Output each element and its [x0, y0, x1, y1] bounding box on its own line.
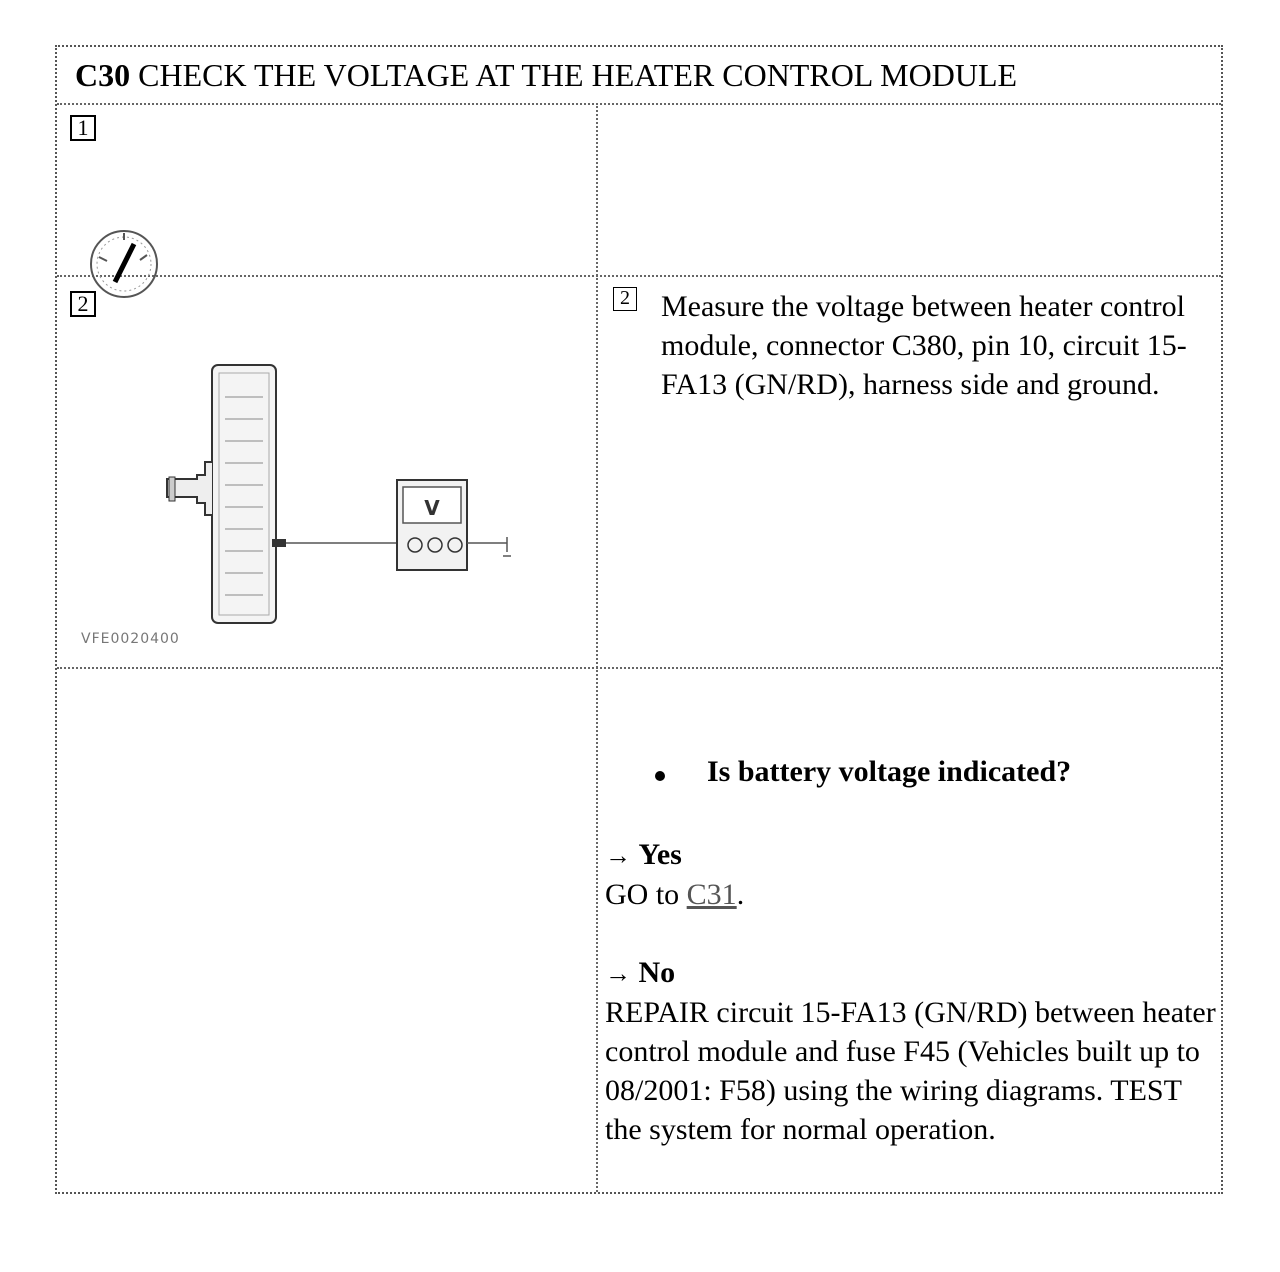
answer-no: [605, 953, 1220, 1149]
c31-link[interactable]: C31: [686, 878, 737, 911]
step-1-number: 1: [70, 115, 96, 141]
answer-yes-label: Yes: [638, 838, 682, 871]
step-code: C30: [75, 57, 131, 93]
answer-no-label: No: [638, 956, 676, 989]
title-row: [57, 47, 1221, 105]
step-1-row: [57, 103, 1221, 277]
instruction-step-number: 2: [613, 287, 637, 311]
bullet-icon: [655, 771, 665, 781]
question-text: Is battery voltage indicated?: [707, 755, 1072, 788]
step-title: CHECK THE VOLTAGE AT THE HEATER CONTROL MODULE: [138, 57, 1018, 93]
page-title: [75, 57, 1017, 94]
column-divider: [596, 103, 598, 1192]
arrow-right-icon: →: [605, 841, 631, 870]
step-2-number: 2: [70, 291, 96, 317]
answer-yes-period: .: [736, 878, 745, 911]
procedure-table: [55, 45, 1223, 1194]
answer-yes-action: GO to: [605, 878, 687, 911]
meter-label: V: [424, 496, 440, 520]
image-code: VFE0020400: [81, 631, 180, 647]
answer-no-action: REPAIR circuit 15-FA13 (GN/RD) between heater control module and fuse F45 (Vehicles built up to 08/2001: F58) using the wiring diagrams. TEST the system for normal operation.: [605, 996, 1216, 1146]
instruction-text: Measure the voltage between heater control module, connector C380, pin 10, circuit 15-FA13 (GN/RD), harness side and ground.: [661, 290, 1187, 401]
arrow-right-icon: →: [605, 959, 631, 988]
connector-voltmeter-diagram: [67, 347, 587, 662]
answer-yes: [605, 835, 1220, 914]
